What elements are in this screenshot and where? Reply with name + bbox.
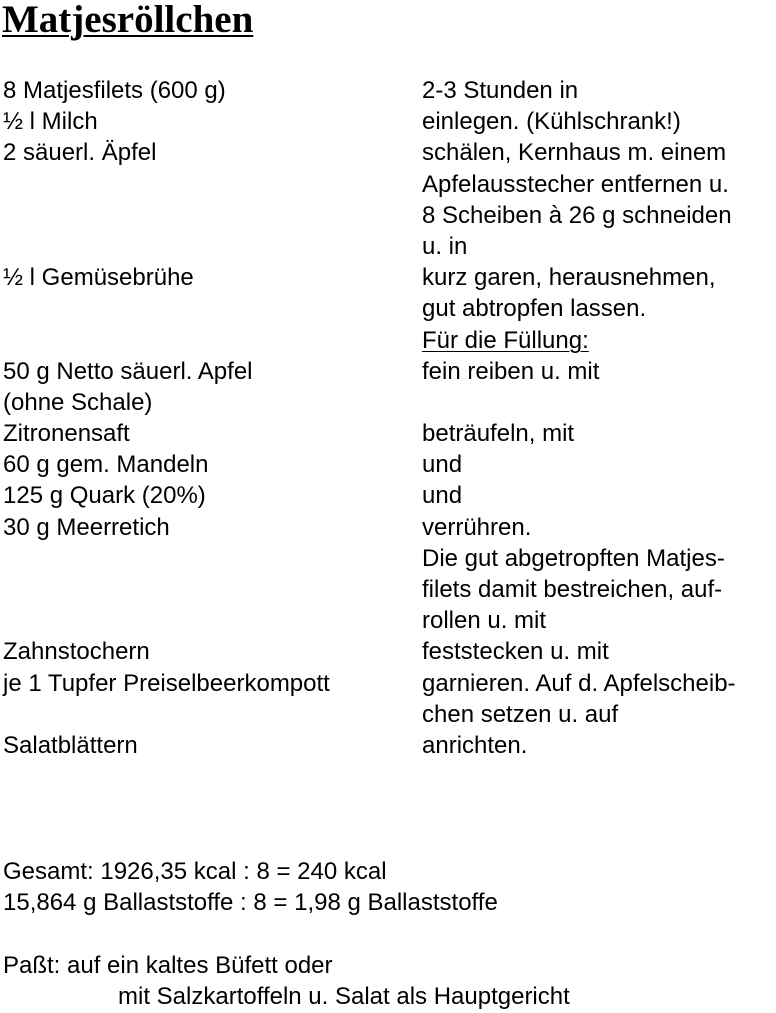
recipe-row	[3, 169, 776, 200]
kcal-line: Gesamt: 1926,35 kcal : 8 = 240 kcal	[3, 858, 387, 885]
instruction: 8 Scheiben à 26 g schneiden	[422, 201, 732, 229]
recipe-row	[3, 543, 776, 574]
ingredient: Salatblättern	[3, 731, 138, 759]
ingredient: Zitronensaft	[3, 420, 130, 448]
instruction: einlegen. (Kühlschrank!)	[422, 108, 681, 136]
instruction: beträufeln, mit	[422, 420, 575, 448]
serving-suggestion	[3, 950, 776, 1012]
recipe-row	[3, 137, 776, 168]
recipe-row	[3, 449, 776, 480]
instruction: und	[422, 482, 463, 510]
instruction: Apfelausstecher entfernen u.	[422, 170, 729, 198]
ingredient: je 1 Tupfer Preiselbeerkompott	[3, 669, 330, 697]
recipe-steps	[3, 75, 776, 761]
instruction: feststecken u. mit	[422, 638, 609, 666]
ingredient: 8 Matjesfilets (600 g)	[3, 77, 226, 104]
ingredient: ½ l Milch	[3, 108, 98, 136]
recipe-row	[3, 293, 776, 324]
recipe-row	[3, 356, 776, 387]
instruction: u. in	[422, 232, 468, 260]
recipe-row	[3, 231, 776, 262]
recipe-row	[3, 480, 776, 511]
nutrition-summary	[3, 856, 776, 918]
recipe-row	[3, 636, 776, 667]
instruction: verrühren.	[422, 513, 532, 541]
instruction: garnieren. Auf d. Apfelscheib-	[422, 669, 736, 697]
ingredient: Zahnstochern	[3, 638, 150, 666]
instruction: 2-3 Stunden in	[422, 77, 579, 104]
recipe-row	[3, 699, 776, 730]
recipe-row	[3, 574, 776, 605]
instruction: schälen, Kernhaus m. einem	[422, 139, 727, 167]
recipe-row	[3, 106, 776, 137]
ingredient: 50 g Netto säuerl. Apfel	[3, 357, 253, 385]
ingredient: 60 g gem. Mandeln	[3, 451, 209, 479]
recipe-row	[3, 325, 776, 356]
recipe-row	[3, 605, 776, 636]
instruction: kurz garen, herausnehmen,	[422, 264, 716, 292]
recipe-row	[3, 668, 776, 699]
recipe-row	[3, 387, 776, 418]
recipe-row	[3, 730, 776, 761]
instruction: chen setzen u. auf	[422, 700, 619, 728]
instruction: Die gut abgetropften Matjes-	[422, 544, 725, 572]
instruction: anrichten.	[422, 731, 528, 759]
instruction: rollen u. mit	[422, 607, 547, 635]
instruction: gut abtropfen lassen.	[422, 295, 647, 323]
recipe-row	[3, 200, 776, 231]
ingredient: 2 säuerl. Äpfel	[3, 139, 157, 167]
recipe-row	[3, 512, 776, 543]
instruction: fein reiben u. mit	[422, 357, 600, 385]
ingredient: (ohne Schale)	[3, 388, 153, 416]
serving-line-2: mit Salzkartoffeln u. Salat als Hauptgericht	[118, 983, 570, 1011]
instruction: und	[422, 451, 463, 479]
recipe-row	[3, 262, 776, 293]
recipe-title: Matjesröllchen	[2, 0, 254, 41]
filling-heading: Für die Füllung:	[422, 326, 589, 354]
ingredient: ½ l Gemüsebrühe	[3, 264, 194, 292]
recipe-row	[3, 418, 776, 449]
ingredient: 30 g Meerretich	[3, 513, 170, 541]
instruction: filets damit bestreichen, auf-	[422, 576, 723, 603]
serving-line-1: Paßt: auf ein kaltes Büfett oder	[3, 952, 333, 979]
recipe-row	[3, 75, 776, 106]
ingredient: 125 g Quark (20%)	[3, 482, 206, 510]
fiber-line: 15,864 g Ballaststoffe : 8 = 1,98 g Ballaststoffe	[3, 889, 498, 917]
